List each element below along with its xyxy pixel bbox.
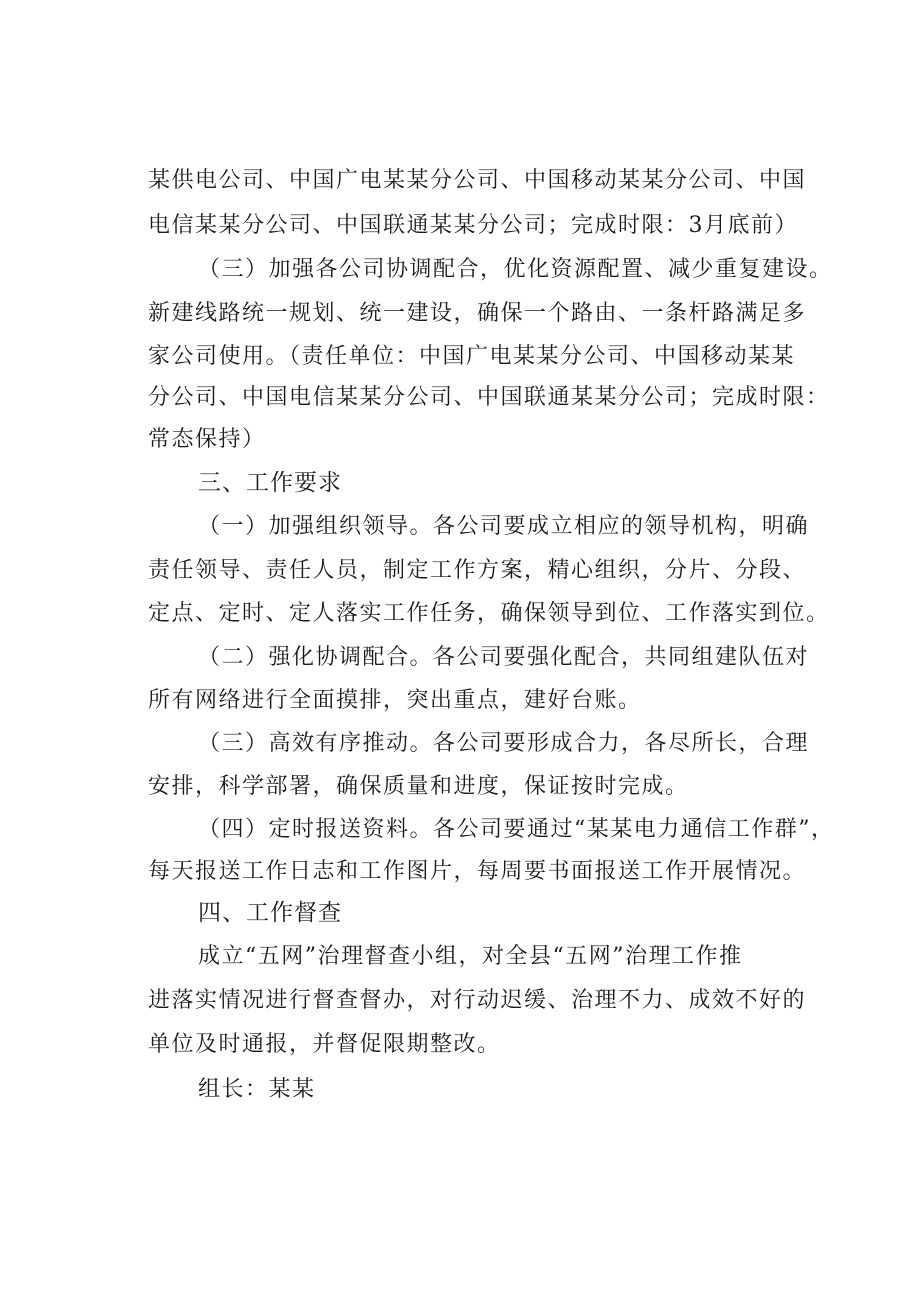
paragraph-line: （三）加强各公司协调配合，优化资源配置、减少重复建设。	[198, 257, 833, 282]
paragraph-line: 常态保持）	[148, 427, 266, 452]
paragraph-line: 责任领导、责任人员，制定工作方案，精心组织，分片、分段、	[148, 558, 807, 583]
paragraph-line: 新建线路统一规划、统一建设，确保一个路由、一条杆路满足多	[148, 301, 807, 326]
paragraph-line: 每天报送工作日志和工作图片，每周要书面报送工作开展情况。	[148, 859, 807, 884]
paragraph-line: 电信某某分公司、中国联通某某分公司；完成时限：3月底前）	[148, 213, 798, 238]
paragraph-line: 某供电公司、中国广电某某分公司、中国移动某某分公司、中国	[148, 168, 807, 193]
paragraph-line: 组长：某某	[198, 1077, 316, 1102]
paragraph-line: 所有网络进行全面摸排，突出重点，建好台账。	[148, 688, 642, 713]
paragraph-line: （二）强化协调配合。各公司要强化配合，共同组建队伍对	[198, 645, 810, 670]
section-heading: 四、工作督查	[198, 900, 342, 926]
paragraph-line: 家公司使用。（责任单位：中国广电某某分公司、中国移动某某	[148, 344, 796, 369]
paragraph-line: 单位及时通报，并督促限期整改。	[148, 1032, 501, 1057]
section-heading: 三、工作要求	[198, 470, 342, 496]
paragraph-line: （三）高效有序推动。各公司要形成合力，各尽所长，合理	[198, 731, 810, 756]
paragraph-line: 分公司、中国电信某某分公司、中国联通某某分公司；完成时限：	[148, 385, 830, 410]
paragraph-line: （四）定时报送资料。各公司要通过“某某电力通信工作群”，	[198, 817, 835, 842]
paragraph-line: 安排，科学部署，确保质量和进度，保证按时完成。	[148, 774, 689, 799]
paragraph-line: 定点、定时、定人落实工作任务，确保领导到位、工作落实到位。	[148, 601, 830, 626]
paragraph-line: 进落实情况进行督查督办，对行动迟缓、治理不力、成效不好的	[148, 988, 807, 1013]
paragraph-line: 成立“五网”治理督查小组，对全县“五网”治理工作推	[198, 944, 743, 969]
paragraph-line: （一）加强组织领导。各公司要成立相应的领导机构，明确	[198, 514, 810, 539]
